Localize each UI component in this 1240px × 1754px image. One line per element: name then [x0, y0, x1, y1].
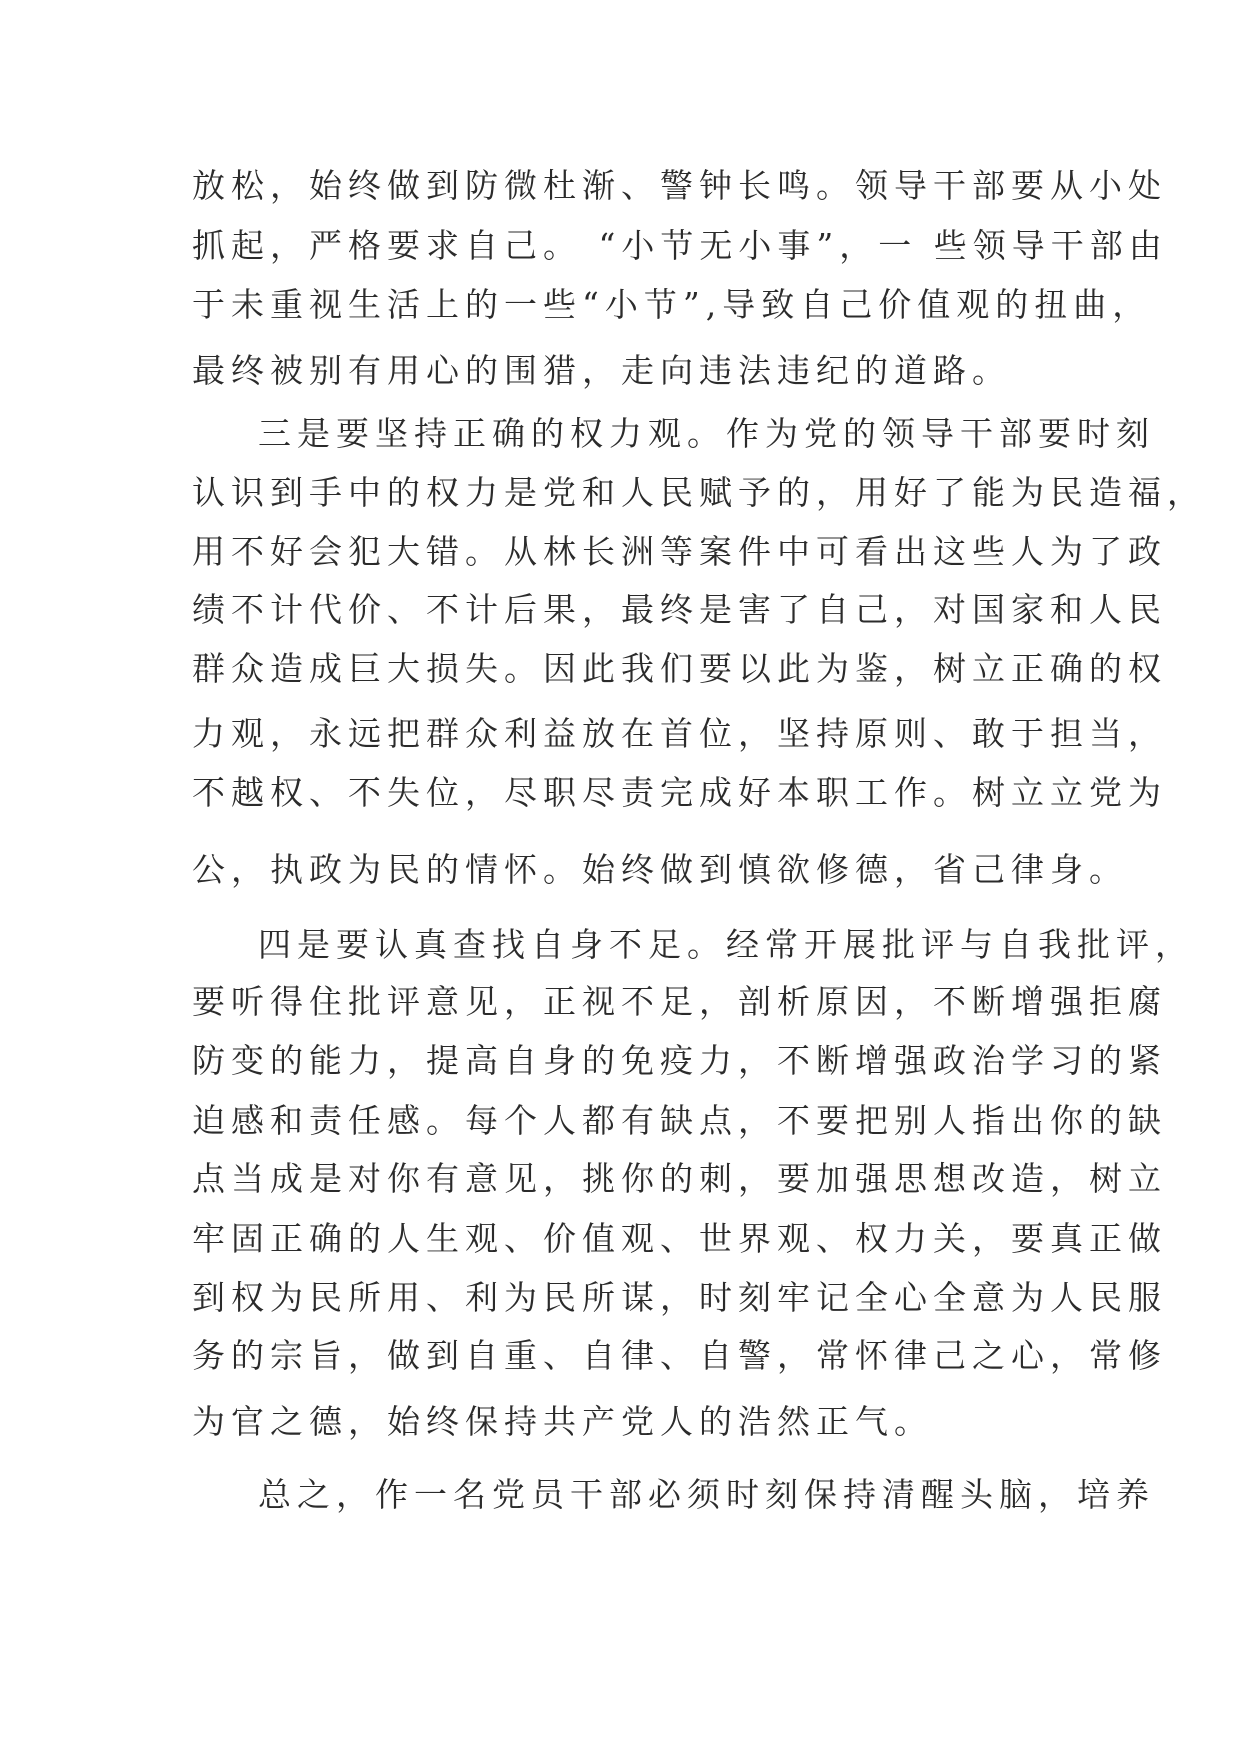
- text-line: 务的宗旨，做到自重、自律、自警，常怀律己之心，常修: [192, 1336, 1167, 1375]
- text-line: 迫感和责任感。每个人都有缺点，不要把别人指出你的缺: [192, 1101, 1167, 1140]
- text-line: 于未重视生活上的一些“小节”,导致自己价值观的扭曲，: [192, 285, 1152, 324]
- text-line: 点当成是对你有意见，挑你的刺，要加强思想改造，树立: [192, 1159, 1167, 1198]
- text-line: 牢固正确的人生观、价值观、世界观、权力关，要真正做: [192, 1219, 1167, 1258]
- text-line: 防变的能力，提高自身的免疫力，不断增强政治学习的紧: [192, 1041, 1167, 1080]
- text-line: 绩不计代价、不计后果，最终是害了自己，对国家和人民: [192, 590, 1167, 629]
- text-line: 放松，始终做到防微杜渐、警钟长鸣。领导干部要从小处: [192, 166, 1167, 205]
- text-line: 最终被别有用心的围猎，走向违法违纪的道路。: [192, 351, 1011, 390]
- text-line: 力观，永远把群众利益放在首位，坚持原则、敢于担当，: [192, 714, 1167, 753]
- text-line: 用不好会犯大错。从林长洲等案件中可看出这些人为了政: [192, 532, 1167, 571]
- paragraph-first-line: 总之，作一名党员干部必须时刻保持清醒头脑，培养: [258, 1475, 1155, 1514]
- paragraph-first-line: 四是要认真查找自身不足。经常开展批评与自我批评，: [258, 925, 1194, 964]
- text-line: 公，执政为民的情怀。始终做到慎欲修德，省己律身。: [192, 850, 1128, 889]
- text-line: 为官之德，始终保持共产党人的浩然正气。: [192, 1402, 933, 1441]
- text-line: 抓起，严格要求自己。 “小节无小事”，一 些领导干部由: [192, 226, 1168, 265]
- text-line: 要听得住批评意见，正视不足，剖析原因，不断增强拒腐: [192, 982, 1167, 1021]
- text-line: 认识到手中的权力是党和人民赋予的，用好了能为民造福，: [192, 473, 1206, 512]
- text-line: 不越权、不失位，尽职尽责完成好本职工作。树立立党为: [192, 773, 1167, 812]
- text-line: 到权为民所用、利为民所谋，时刻牢记全心全意为人民服: [192, 1278, 1167, 1317]
- text-line: 群众造成巨大损失。因此我们要以此为鉴，树立正确的权: [192, 649, 1167, 688]
- paragraph-first-line: 三是要坚持正确的权力观。作为党的领导干部要时刻: [258, 414, 1155, 453]
